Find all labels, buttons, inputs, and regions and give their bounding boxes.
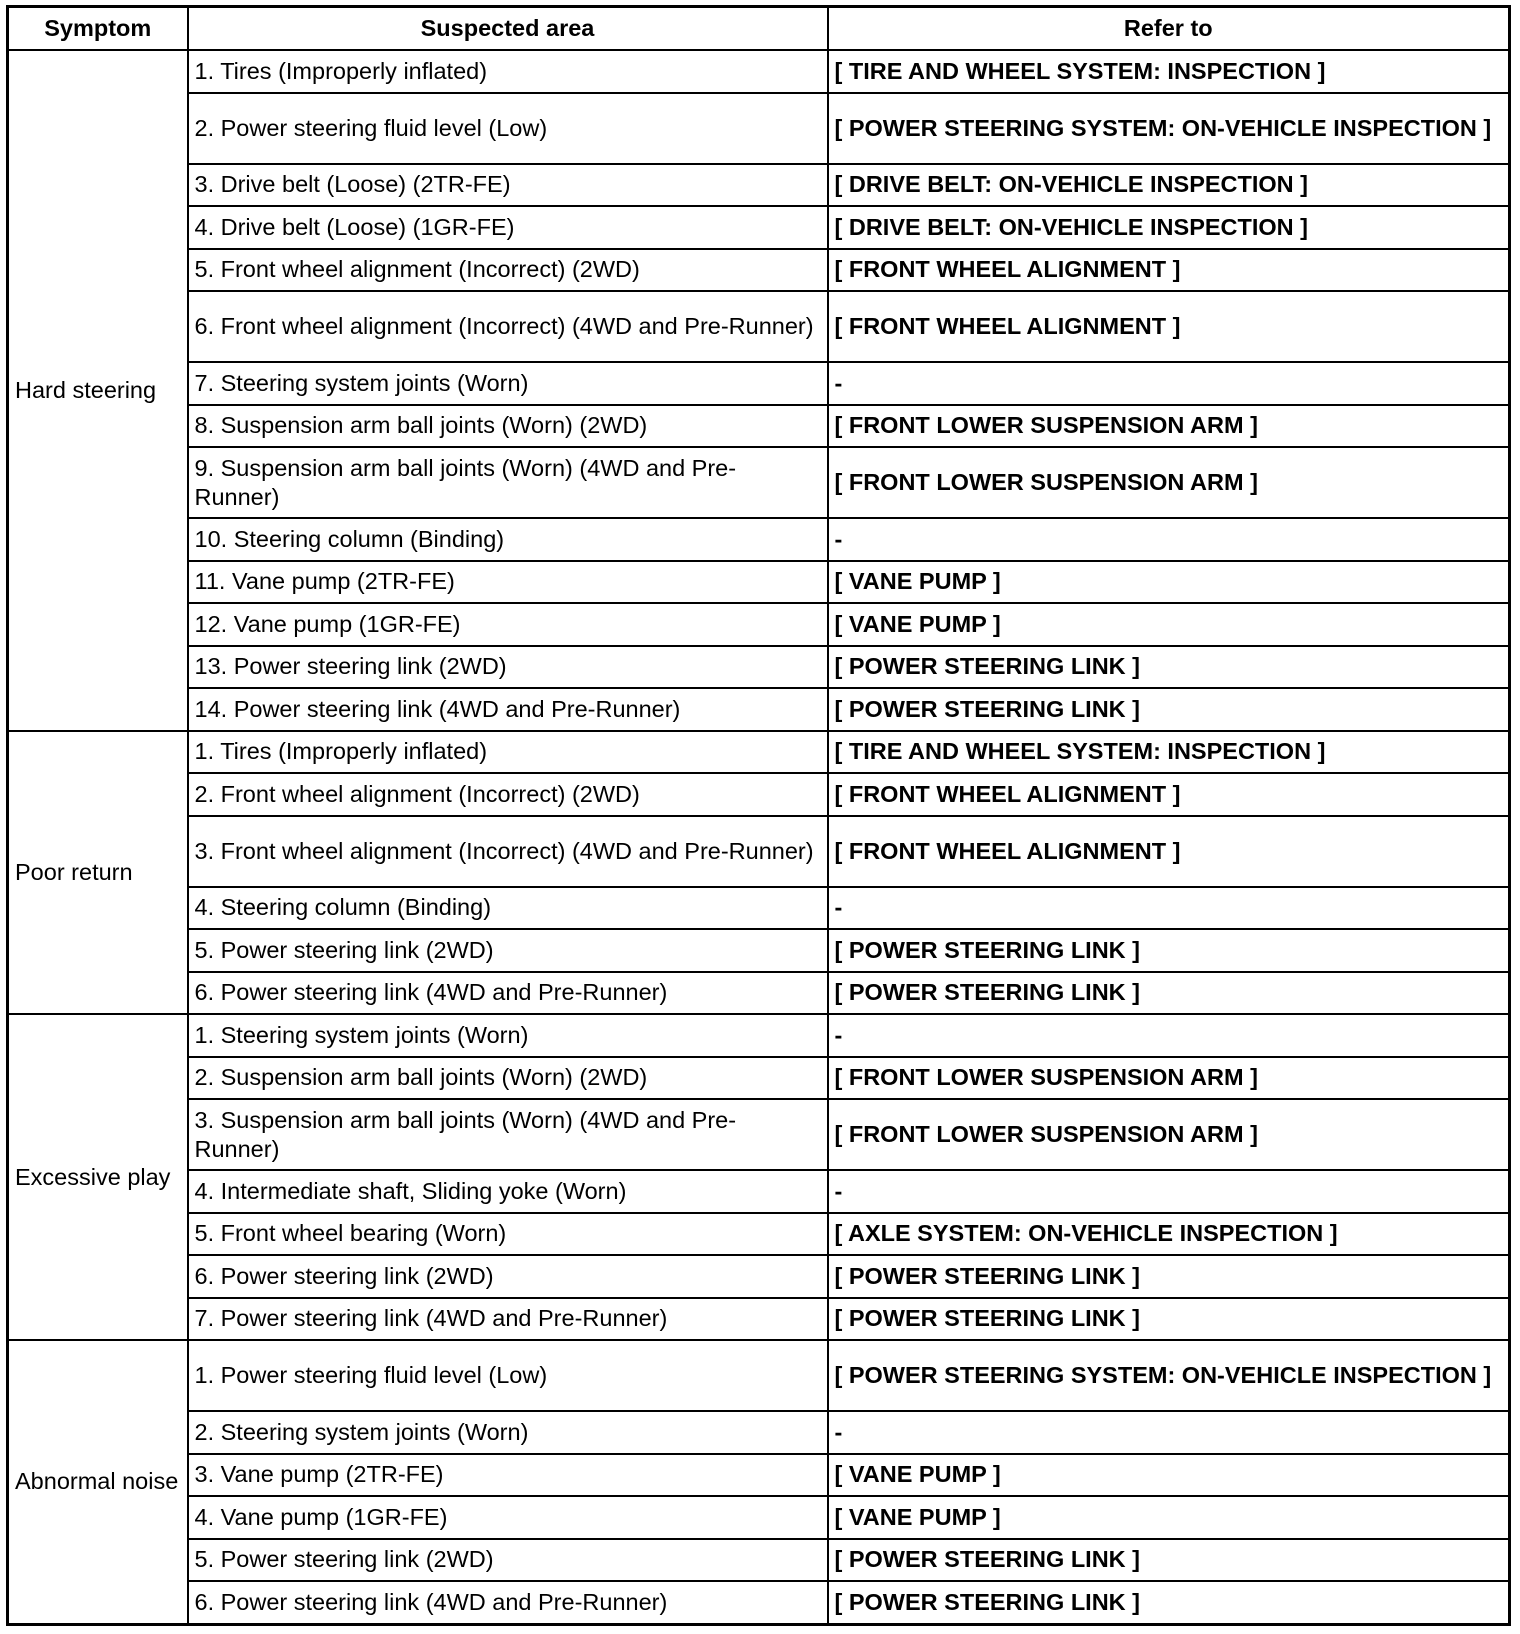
refer-to-cell: - — [828, 362, 1510, 405]
refer-to-cell: - — [828, 1411, 1510, 1454]
table-row — [8, 1099, 1510, 1170]
suspected-area-cell: 10. Steering column (Binding) — [188, 518, 828, 561]
table-row — [8, 1213, 1510, 1256]
refer-to-cell: [ POWER STEERING LINK ] — [828, 688, 1510, 731]
suspected-area-cell: 2. Steering system joints (Worn) — [188, 1411, 828, 1454]
symptom-cell: Abnormal noise — [8, 1340, 188, 1624]
refer-to-cell: [ POWER STEERING LINK ] — [828, 1581, 1510, 1624]
suspected-area-cell: 6. Power steering link (4WD and Pre-Runner) — [188, 972, 828, 1015]
suspected-area-cell: 6. Front wheel alignment (Incorrect) (4WD and Pre-Runner) — [188, 291, 828, 362]
table-row — [8, 1255, 1510, 1298]
refer-to-cell: [ POWER STEERING LINK ] — [828, 1539, 1510, 1582]
refer-to-cell: [ POWER STEERING LINK ] — [828, 1298, 1510, 1341]
table-row — [8, 1411, 1510, 1454]
refer-to-cell: [ POWER STEERING SYSTEM: ON-VEHICLE INSPECTION ] — [828, 93, 1510, 164]
refer-to-cell: [ POWER STEERING LINK ] — [828, 1255, 1510, 1298]
suspected-area-cell: 11. Vane pump (2TR-FE) — [188, 561, 828, 604]
suspected-area-cell: 4. Drive belt (Loose) (1GR-FE) — [188, 206, 828, 249]
table-row — [8, 646, 1510, 689]
suspected-area-cell: 3. Drive belt (Loose) (2TR-FE) — [188, 164, 828, 207]
refer-to-cell: [ POWER STEERING LINK ] — [828, 929, 1510, 972]
refer-to-cell: [ FRONT LOWER SUSPENSION ARM ] — [828, 447, 1510, 518]
refer-to-cell: - — [828, 1170, 1510, 1213]
table-row — [8, 929, 1510, 972]
refer-to-cell: [ FRONT LOWER SUSPENSION ARM ] — [828, 405, 1510, 448]
refer-to-cell: [ FRONT WHEEL ALIGNMENT ] — [828, 816, 1510, 887]
suspected-area-cell: 5. Front wheel alignment (Incorrect) (2WD) — [188, 249, 828, 292]
suspected-area-cell: 7. Steering system joints (Worn) — [188, 362, 828, 405]
suspected-area-cell: 9. Suspension arm ball joints (Worn) (4WD and Pre-Runner) — [188, 447, 828, 518]
suspected-area-cell: 8. Suspension arm ball joints (Worn) (2WD) — [188, 405, 828, 448]
symptom-cell: Excessive play — [8, 1014, 188, 1340]
suspected-area-cell: 5. Front wheel bearing (Worn) — [188, 1213, 828, 1256]
suspected-area-cell: 14. Power steering link (4WD and Pre-Runner) — [188, 688, 828, 731]
refer-to-cell: [ POWER STEERING LINK ] — [828, 646, 1510, 689]
refer-to-cell: [ FRONT LOWER SUSPENSION ARM ] — [828, 1099, 1510, 1170]
suspected-area-cell: 3. Suspension arm ball joints (Worn) (4WD and Pre-Runner) — [188, 1099, 828, 1170]
header-suspected-area: Suspected area — [188, 7, 828, 51]
table-row — [8, 1298, 1510, 1341]
refer-to-cell: [ TIRE AND WHEEL SYSTEM: INSPECTION ] — [828, 731, 1510, 774]
symptom-cell: Poor return — [8, 731, 188, 1015]
refer-to-cell: [ POWER STEERING SYSTEM: ON-VEHICLE INSPECTION ] — [828, 1340, 1510, 1411]
suspected-area-cell: 3. Front wheel alignment (Incorrect) (4WD and Pre-Runner) — [188, 816, 828, 887]
suspected-area-cell: 6. Power steering link (2WD) — [188, 1255, 828, 1298]
table-row — [8, 206, 1510, 249]
table-body — [8, 50, 1510, 1624]
refer-to-cell: [ FRONT WHEEL ALIGNMENT ] — [828, 773, 1510, 816]
suspected-area-cell: 1. Steering system joints (Worn) — [188, 1014, 828, 1057]
table-row — [8, 93, 1510, 164]
refer-to-cell: [ DRIVE BELT: ON-VEHICLE INSPECTION ] — [828, 206, 1510, 249]
symptom-cell: Hard steering — [8, 50, 188, 731]
table-row — [8, 1014, 1510, 1057]
suspected-area-cell: 3. Vane pump (2TR-FE) — [188, 1454, 828, 1497]
table-row — [8, 561, 1510, 604]
table-row — [8, 1170, 1510, 1213]
refer-to-cell: [ AXLE SYSTEM: ON-VEHICLE INSPECTION ] — [828, 1213, 1510, 1256]
refer-to-cell: [ POWER STEERING LINK ] — [828, 972, 1510, 1015]
table-row — [8, 249, 1510, 292]
refer-to-cell: [ VANE PUMP ] — [828, 603, 1510, 646]
table-row — [8, 447, 1510, 518]
table-row — [8, 1496, 1510, 1539]
table-row — [8, 1454, 1510, 1497]
table-row — [8, 50, 1510, 93]
refer-to-cell: [ DRIVE BELT: ON-VEHICLE INSPECTION ] — [828, 164, 1510, 207]
table-row — [8, 1539, 1510, 1582]
table-row — [8, 972, 1510, 1015]
suspected-area-cell: 7. Power steering link (4WD and Pre-Runner) — [188, 1298, 828, 1341]
table-row — [8, 362, 1510, 405]
table-row — [8, 603, 1510, 646]
suspected-area-cell: 4. Intermediate shaft, Sliding yoke (Worn) — [188, 1170, 828, 1213]
suspected-area-cell: 2. Power steering fluid level (Low) — [188, 93, 828, 164]
table-row — [8, 816, 1510, 887]
refer-to-cell: [ FRONT LOWER SUSPENSION ARM ] — [828, 1057, 1510, 1100]
refer-to-cell: - — [828, 887, 1510, 930]
table-row — [8, 887, 1510, 930]
header-refer-to: Refer to — [828, 7, 1510, 51]
suspected-area-cell: 1. Power steering fluid level (Low) — [188, 1340, 828, 1411]
table-row — [8, 1581, 1510, 1624]
suspected-area-cell: 12. Vane pump (1GR-FE) — [188, 603, 828, 646]
table-row — [8, 518, 1510, 561]
table-row — [8, 1340, 1510, 1411]
troubleshooting-table — [6, 5, 1511, 1626]
refer-to-cell: [ VANE PUMP ] — [828, 561, 1510, 604]
refer-to-cell: - — [828, 518, 1510, 561]
suspected-area-cell: 1. Tires (Improperly inflated) — [188, 50, 828, 93]
suspected-area-cell: 2. Suspension arm ball joints (Worn) (2WD) — [188, 1057, 828, 1100]
header-symptom: Symptom — [8, 7, 188, 51]
troubleshooting-table-container — [6, 5, 1508, 1626]
suspected-area-cell: 4. Steering column (Binding) — [188, 887, 828, 930]
suspected-area-cell: 1. Tires (Improperly inflated) — [188, 731, 828, 774]
suspected-area-cell: 13. Power steering link (2WD) — [188, 646, 828, 689]
suspected-area-cell: 5. Power steering link (2WD) — [188, 929, 828, 972]
refer-to-cell: [ TIRE AND WHEEL SYSTEM: INSPECTION ] — [828, 50, 1510, 93]
table-row — [8, 731, 1510, 774]
refer-to-cell: [ FRONT WHEEL ALIGNMENT ] — [828, 291, 1510, 362]
table-row — [8, 1057, 1510, 1100]
header-row — [8, 7, 1510, 51]
table-row — [8, 164, 1510, 207]
refer-to-cell: [ VANE PUMP ] — [828, 1454, 1510, 1497]
table-row — [8, 405, 1510, 448]
table-row — [8, 773, 1510, 816]
suspected-area-cell: 4. Vane pump (1GR-FE) — [188, 1496, 828, 1539]
refer-to-cell: [ VANE PUMP ] — [828, 1496, 1510, 1539]
table-row — [8, 291, 1510, 362]
table-row — [8, 688, 1510, 731]
refer-to-cell: [ FRONT WHEEL ALIGNMENT ] — [828, 249, 1510, 292]
suspected-area-cell: 6. Power steering link (4WD and Pre-Runner) — [188, 1581, 828, 1624]
suspected-area-cell: 2. Front wheel alignment (Incorrect) (2WD) — [188, 773, 828, 816]
suspected-area-cell: 5. Power steering link (2WD) — [188, 1539, 828, 1582]
refer-to-cell: - — [828, 1014, 1510, 1057]
